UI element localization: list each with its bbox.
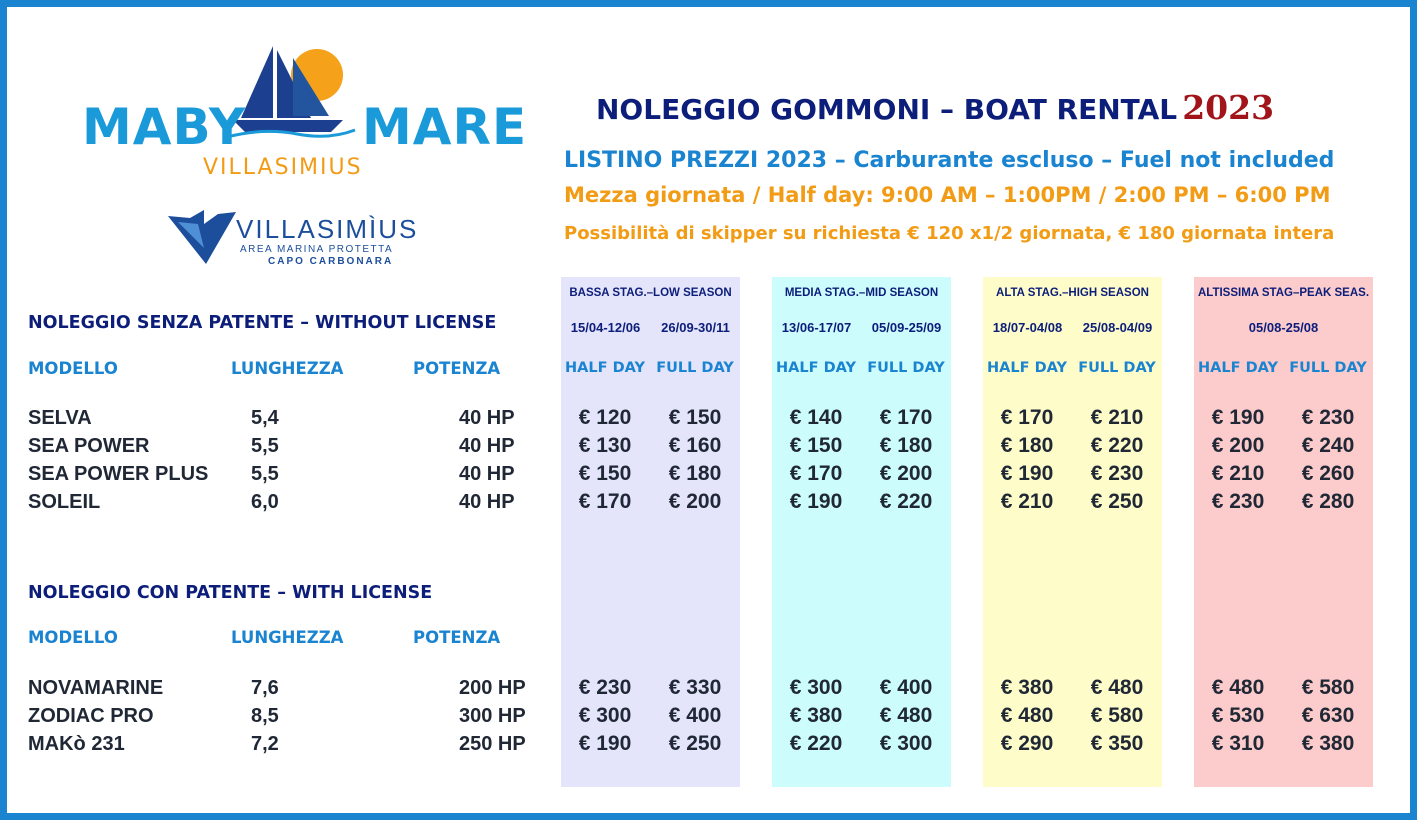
price-cell: € 220: [879, 490, 933, 513]
season-half-low: HALF DAY: [565, 360, 645, 376]
price-cell: € 210: [1090, 406, 1144, 429]
price-cell: € 480: [1000, 704, 1054, 727]
boat-length: 5,5: [251, 463, 279, 485]
price-cell: € 190: [1000, 462, 1054, 485]
price-cell: € 230: [1090, 462, 1144, 485]
column-head-model-2: MODELLO: [28, 628, 118, 647]
column-head-model: MODELLO: [28, 359, 118, 378]
marine-area-name: VILLASIMÌUS: [236, 214, 419, 244]
column-head-power: POTENZA: [413, 359, 501, 378]
price-cell: € 480: [1090, 676, 1144, 699]
price-cell: € 250: [1090, 490, 1144, 513]
skipper-note-line: Possibilità di skipper su richiesta € 120 x1/2 giornata, € 180 giornata intera: [564, 223, 1335, 244]
model-name: SEA POWER PLUS: [28, 463, 209, 485]
price-cell: € 530: [1211, 704, 1265, 727]
marine-area-line1: AREA MARINA PROTETTA: [240, 244, 394, 255]
price-cell: € 330: [668, 676, 722, 699]
season-full-peak: FULL DAY: [1289, 360, 1367, 376]
engine-power: 40 HP: [459, 435, 515, 457]
price-cell: € 130: [578, 434, 632, 457]
marine-area-logo-icon: [168, 208, 240, 266]
price-cell: € 170: [789, 462, 843, 485]
price-cell: € 180: [879, 434, 933, 457]
season-date-low-2: 26/09-30/11: [661, 320, 730, 335]
price-cell: € 170: [879, 406, 933, 429]
price-cell: € 190: [789, 490, 843, 513]
season-full-high: FULL DAY: [1078, 360, 1156, 376]
boat-length: 7,6: [251, 677, 279, 699]
price-cell: € 180: [668, 462, 722, 485]
price-cell: € 630: [1301, 704, 1355, 727]
column-head-power-2: POTENZA: [413, 628, 501, 647]
column-head-length: LUNGHEZZA: [231, 359, 344, 378]
price-cell: € 300: [879, 732, 933, 755]
season-half-peak: HALF DAY: [1198, 360, 1278, 376]
page-title-year: 2023: [1182, 88, 1275, 127]
section-title-with-license: NOLEGGIO CON PATENTE – WITH LICENSE: [28, 583, 433, 603]
season-half-high: HALF DAY: [987, 360, 1067, 376]
boat-length: 8,5: [251, 705, 279, 727]
season-full-low: FULL DAY: [656, 360, 734, 376]
column-head-length-2: LUNGHEZZA: [231, 628, 344, 647]
price-cell: € 200: [1211, 434, 1265, 457]
price-cell: € 230: [1211, 490, 1265, 513]
season-date-mid-2: 05/09-25/09: [871, 320, 942, 335]
season-half-mid: HALF DAY: [776, 360, 856, 376]
price-cell: € 250: [668, 732, 722, 755]
boat-length: 5,5: [251, 435, 279, 457]
price-cell: € 210: [1000, 490, 1054, 513]
price-cell: € 230: [1301, 406, 1355, 429]
price-cell: € 350: [1090, 732, 1144, 755]
price-cell: € 220: [1090, 434, 1144, 457]
price-cell: € 310: [1211, 732, 1265, 755]
price-cell: € 150: [789, 434, 843, 457]
logo-subtitle: VILLASIMIUS: [203, 155, 363, 180]
price-cell: € 160: [668, 434, 722, 457]
model-name: SELVA: [28, 407, 92, 429]
model-name: ZODIAC PRO: [28, 705, 154, 727]
price-cell: € 580: [1090, 704, 1144, 727]
price-cell: € 210: [1211, 462, 1265, 485]
price-cell: € 170: [578, 490, 632, 513]
model-name: SOLEIL: [28, 491, 101, 513]
engine-power: 250 HP: [459, 733, 526, 755]
engine-power: 40 HP: [459, 407, 515, 429]
season-date-high-2: 25/08-04/09: [1082, 320, 1153, 335]
boat-length: 7,2: [251, 733, 279, 755]
page-title: [596, 88, 1274, 127]
price-cell: € 200: [668, 490, 722, 513]
season-date-high-1: 18/07-04/08: [992, 320, 1063, 335]
half-day-hours-line: Mezza giornata / Half day: 9:00 AM – 1:00PM / 2:00 PM – 6:00 PM: [564, 183, 1331, 207]
season-date-low-1: 15/04-12/06: [570, 320, 641, 335]
boat-length: 5,4: [251, 407, 279, 429]
price-cell: € 190: [1211, 406, 1265, 429]
price-cell: € 300: [578, 704, 632, 727]
season-label-low: BASSA STAG.–LOW SEASON: [569, 287, 732, 299]
season-date-peak-1: 05/08-25/08: [1248, 320, 1319, 335]
model-name: MAKò 231: [28, 733, 125, 755]
season-label-mid: MEDIA STAG.–MID SEASON: [784, 287, 939, 299]
engine-power: 200 HP: [459, 677, 526, 699]
price-cell: € 150: [668, 406, 722, 429]
price-list-line: LISTINO PREZZI 2023 – Carburante escluso – Fuel not included: [564, 148, 1335, 173]
season-label-high: ALTA STAG.–HIGH SEASON: [996, 287, 1149, 299]
model-name: SEA POWER: [28, 435, 150, 457]
price-cell: € 400: [879, 676, 933, 699]
price-cell: € 260: [1301, 462, 1355, 485]
engine-power: 40 HP: [459, 463, 515, 485]
season-full-mid: FULL DAY: [867, 360, 945, 376]
price-cell: € 380: [1301, 732, 1355, 755]
price-cell: € 380: [789, 704, 843, 727]
price-cell: € 170: [1000, 406, 1054, 429]
price-cell: € 240: [1301, 434, 1355, 457]
engine-power: 40 HP: [459, 491, 515, 513]
logo-word-left: MABY: [82, 98, 247, 156]
season-date-mid-1: 13/06-17/07: [781, 320, 852, 335]
price-cell: € 230: [578, 676, 632, 699]
section-title-without-license: NOLEGGIO SENZA PATENTE – WITHOUT LICENSE: [28, 313, 497, 333]
price-cell: € 200: [879, 462, 933, 485]
price-cell: € 120: [578, 406, 632, 429]
logo-word-right: MARE: [362, 98, 528, 156]
price-cell: € 380: [1000, 676, 1054, 699]
marine-area-line2: CAPO CARBONARA: [268, 256, 394, 267]
boat-length: 6,0: [251, 491, 279, 513]
price-cell: € 220: [789, 732, 843, 755]
season-label-peak: ALTISSIMA STAG–PEAK SEAS.: [1197, 287, 1370, 299]
price-cell: € 150: [578, 462, 632, 485]
price-cell: € 140: [789, 406, 843, 429]
price-cell: € 480: [879, 704, 933, 727]
price-cell: € 190: [578, 732, 632, 755]
price-cell: € 180: [1000, 434, 1054, 457]
price-cell: € 480: [1211, 676, 1265, 699]
page-title-text: NOLEGGIO GOMMONI – BOAT RENTAL: [596, 93, 1178, 126]
price-cell: € 300: [789, 676, 843, 699]
price-cell: € 400: [668, 704, 722, 727]
price-cell: € 580: [1301, 676, 1355, 699]
price-cell: € 290: [1000, 732, 1054, 755]
price-cell: € 280: [1301, 490, 1355, 513]
engine-power: 300 HP: [459, 705, 526, 727]
model-name: NOVAMARINE: [28, 677, 164, 699]
